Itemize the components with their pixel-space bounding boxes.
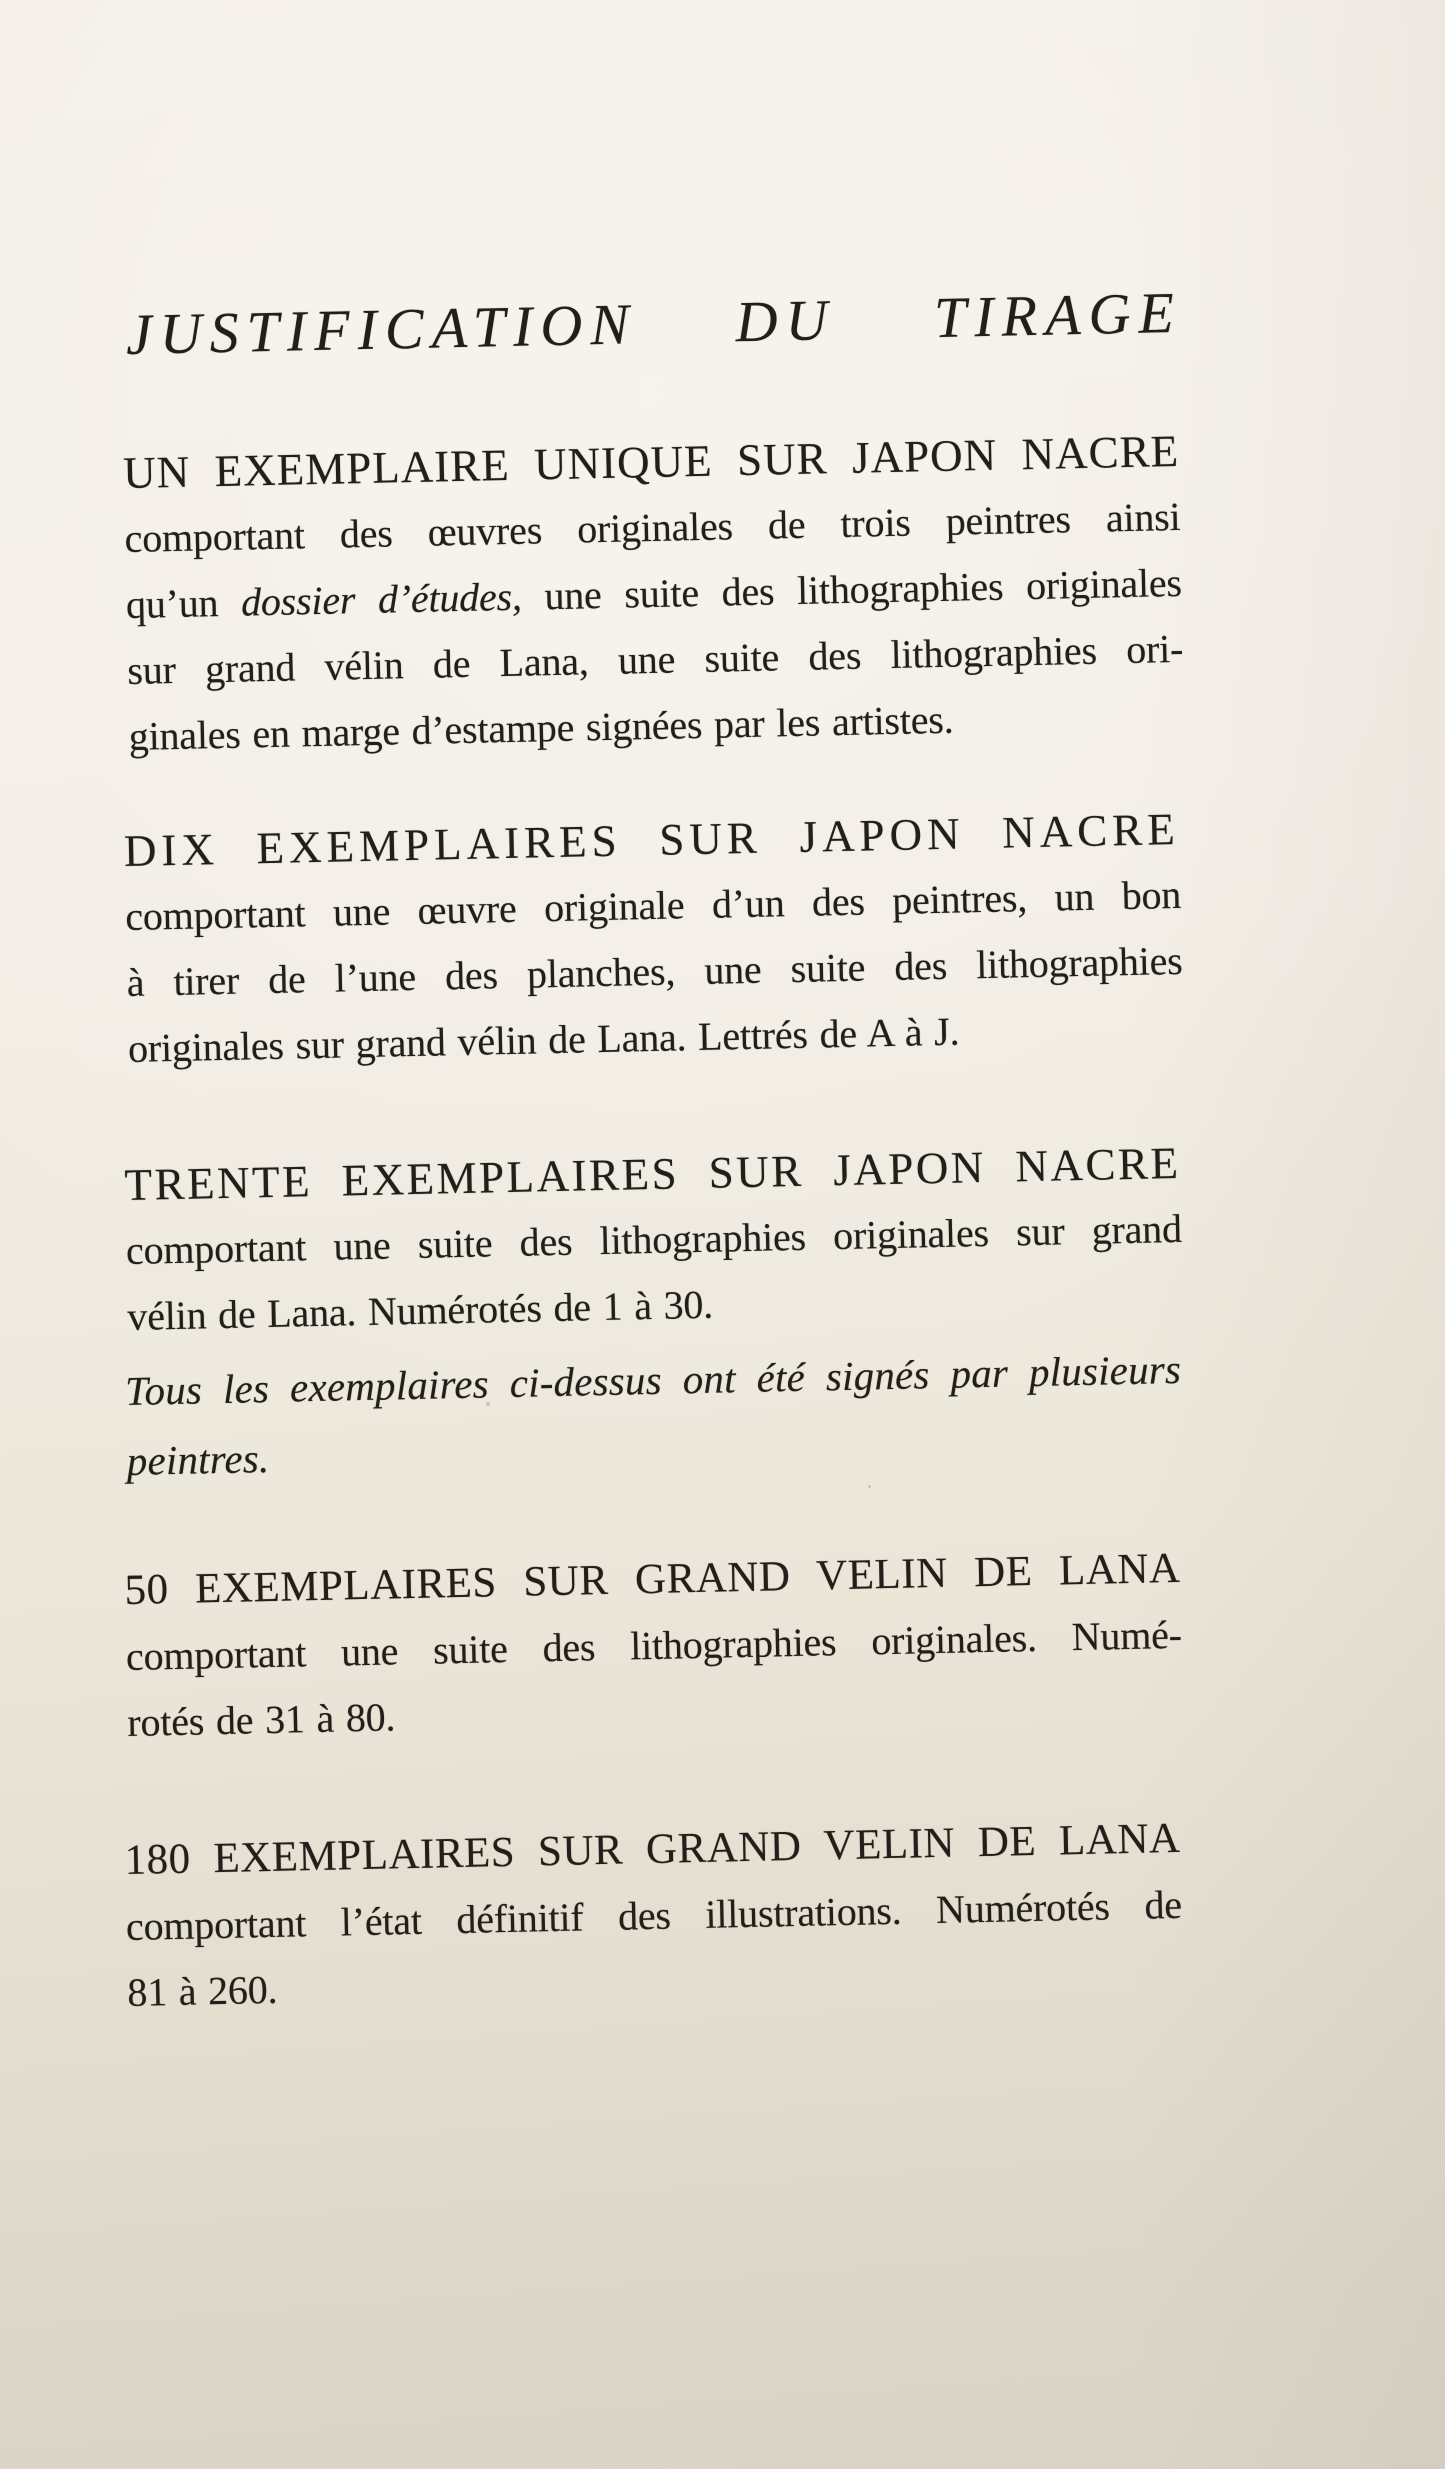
- section-heading: DIX EXEMPLAIRES SUR JAPON NACRE: [123, 803, 1181, 877]
- line-text: qu’un: [125, 579, 242, 627]
- italic-phrase: dossier d’études,: [240, 573, 523, 625]
- section-line: comportant des œuvres originales de trois peintres ainsi: [124, 493, 1181, 562]
- edition-section-unique-exemplaire: [123, 418, 1186, 770]
- section-line: à tirer de l’une des planches, une suite des lithographies: [126, 937, 1183, 1005]
- section-heading: UN EXEMPLAIRE UNIQUE SUR JAPON NACRE: [122, 425, 1180, 499]
- section-line: comportant l’état définitif des illustrations. Numérotés de: [125, 1881, 1183, 1949]
- line-text: une suite des lithographies originales: [521, 559, 1183, 619]
- section-heading: TRENTE EXEMPLAIRES SUR JAPON NACRE: [124, 1137, 1181, 1211]
- paper-speck: [868, 1485, 871, 1488]
- section-line: ginales en marge d’estampe signées par les artistes.: [128, 696, 954, 759]
- edition-section-180-exemplaires: [124, 1806, 1184, 2026]
- section-heading: 180 EXEMPLAIRES SUR GRAND VELIN DE LANA: [124, 1814, 1181, 1885]
- signature-note: [125, 1334, 1184, 1496]
- edition-section-50-exemplaires: [124, 1536, 1184, 1756]
- section-line: comportant une suite des lithographies originales. Numé-: [125, 1611, 1183, 1679]
- section-line: sur grand vélin de Lana, une suite des lithographies ori-: [126, 625, 1184, 693]
- section-line: comportant une œuvre originale d’un des peintres, un bon: [124, 871, 1182, 940]
- section-line: 81 à 260.: [126, 1966, 278, 2015]
- edition-section-trente-exemplaires: [124, 1130, 1184, 1350]
- section-line: vélin de Lana. Numérotés de 1 à 30.: [126, 1281, 714, 1339]
- note-line: peintres.: [126, 1435, 270, 1484]
- section-heading: 50 EXEMPLAIRES SUR GRAND VELIN DE LANA: [124, 1544, 1181, 1615]
- page-title: JUSTIFICATION DU TIRAGE: [125, 279, 1183, 367]
- paper-speck: [486, 1402, 490, 1406]
- text-column: [122, 0, 1184, 2469]
- section-line: originales sur grand vélin de Lana. Lettrés de A à J.: [127, 1008, 960, 1071]
- edition-section-dix-exemplaires: [123, 796, 1184, 1082]
- section-line: rotés de 31 à 80.: [126, 1694, 396, 1745]
- section-line: comportant une suite des lithographies originales sur grand: [125, 1205, 1183, 1273]
- note-line: Tous les exemplaires ci-dessus ont été signés par plusieurs: [124, 1345, 1182, 1415]
